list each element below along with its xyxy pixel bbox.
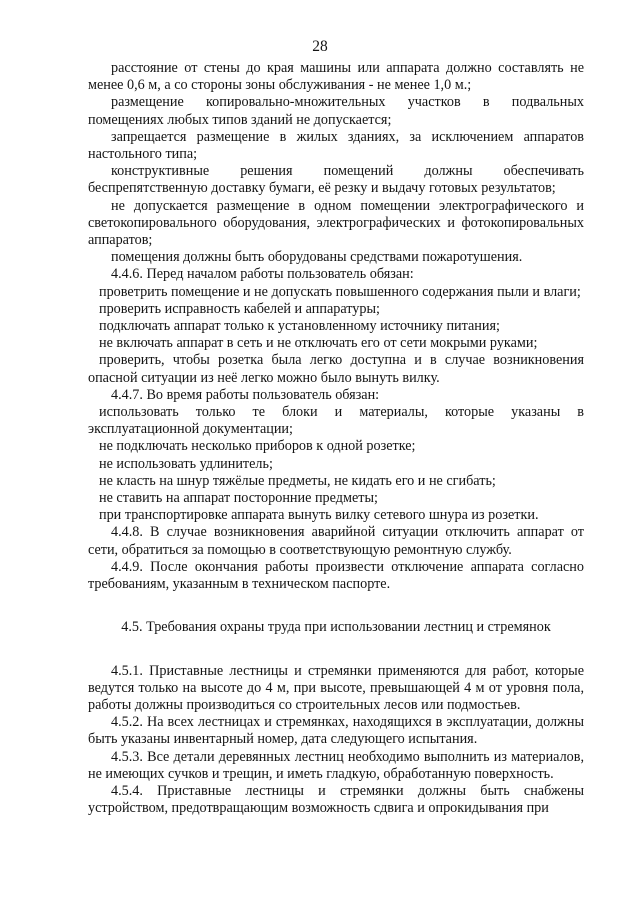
- paragraph: не ставить на аппарат посторонние предметы;: [99, 490, 378, 507]
- paragraph: конструктивные решения помещений должны обеспечивать беспрепятственную доставку бумаги, её резку и выдачу готовых результатов;: [88, 163, 584, 197]
- paragraph: не класть на шнур тяжёлые предметы, не кидать его и не сгибать;: [99, 472, 496, 489]
- section-heading: 4.5. Требования охраны труда при использовании лестниц и стремянок: [121, 619, 551, 636]
- page-number: 28: [312, 38, 328, 55]
- paragraph: при транспортировке аппарата вынуть вилку сетевого шнура из розетки.: [99, 507, 539, 524]
- paragraph: 4.5.3. Все детали деревянных лестниц необходимо выполнить из материалов, не имеющих сучков и трещин, и иметь гладкую, обработанную поверхность.: [88, 748, 584, 782]
- paragraph: подключать аппарат только к установленному источнику питания;: [99, 318, 500, 335]
- paragraph: размещение копировально-множительных участков в подвальных помещениях любых типов зданий не допускается;: [88, 94, 584, 128]
- paragraph: 4.4.8. В случае возникновения аварийной ситуации отключить аппарат от сети, обратиться за помощью в соответствующую ремонтную службу.: [88, 524, 584, 558]
- paragraph: проверить, чтобы розетка была легко доступна и в случае возникновения опасной ситуации из неё легко можно было вынуть вилку.: [88, 352, 584, 386]
- paragraph: 4.5.4. Приставные лестницы и стремянки должны быть снабжены устройством, предотвращающим возможность сдвига и опрокидывания при: [88, 782, 584, 817]
- body-text: [88, 60, 584, 817]
- paragraph: не использовать удлинитель;: [99, 455, 273, 472]
- paragraph: проветрить помещение и не допускать повышенного содержания пыли и влаги;: [99, 283, 581, 300]
- paragraph: не подключать несколько приборов к одной розетке;: [99, 438, 416, 455]
- paragraph: запрещается размещение в жилых зданиях, за исключением аппаратов настольного типа;: [88, 128, 584, 163]
- paragraph: помещения должны быть оборудованы средствами пожаротушения.: [111, 249, 523, 266]
- paragraph: не включать аппарат в сеть и не отключать его от сети мокрыми руками;: [99, 335, 538, 352]
- section-item-heading: 4.4.7. Во время работы пользователь обязан:: [111, 386, 380, 403]
- section-item-heading: 4.4.6. Перед началом работы пользователь обязан:: [111, 266, 414, 283]
- paragraph: расстояние от стены до края машины или аппарата должно составлять не менее 0,6 м, а со стороны зоны обслуживания - не менее 1,0 м.;: [88, 60, 584, 94]
- paragraph: 4.5.1. Приставные лестницы и стремянки применяются для работ, которые ведутся только на высоте до 4 м, при высоте, превышающей 4 м от уровня пола, работы должны производиться со строительных лесов или подмостьев.: [88, 662, 584, 713]
- paragraph: использовать только те блоки и материалы, которые указаны в эксплуатационной документации;: [88, 404, 584, 438]
- paragraph: 4.4.9. После окончания работы произвести отключение аппарата согласно требованиям, указанным в техническом паспорте.: [88, 558, 584, 593]
- paragraph: 4.5.2. На всех лестницах и стремянках, находящихся в эксплуатации, должны быть указаны инвентарный номер, дата следующего испытания.: [88, 714, 584, 748]
- paragraph: проверить исправность кабелей и аппаратуры;: [99, 300, 380, 317]
- paragraph: не допускается размещение в одном помещении электрографического и светокопировального оборудования, электрографических и фотокопировальных аппаратов;: [88, 197, 584, 249]
